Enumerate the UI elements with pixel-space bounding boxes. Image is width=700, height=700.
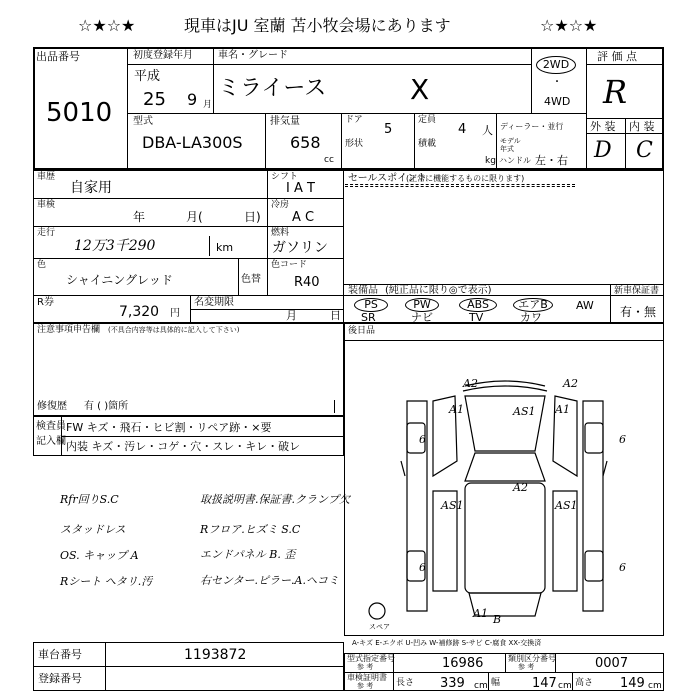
type-designation-number: 16986 xyxy=(442,656,484,671)
hw-note-right-2: Rフロア.ヒズミ S.C xyxy=(200,523,301,536)
width-value: 147 xyxy=(532,676,557,691)
notes-note: (不具合内容等は具体的に記入して下さい) xyxy=(108,326,240,334)
height-label: 高さ xyxy=(575,678,594,688)
drive-4wd: 4WD xyxy=(544,95,571,108)
inspector-row-2: 内装 キズ・汚レ・コゲ・穴・スレ・キレ・破レ xyxy=(66,440,301,453)
mark-left-fender: A1 xyxy=(449,403,464,416)
dimensions-sub: 参 考 xyxy=(357,682,374,690)
equip-ps: PS xyxy=(354,298,388,312)
mark-right-rear-wheel: 6 xyxy=(619,561,626,574)
options-label: 後日品 xyxy=(348,326,376,336)
interior-label: 内 装 xyxy=(629,120,655,133)
height-unit: cm xyxy=(648,681,662,691)
fuel-label: 燃料 xyxy=(271,228,290,238)
mark-left-door: AS1 xyxy=(441,499,464,512)
dimensions-label: 車検証明書 xyxy=(347,673,387,682)
header-title: 現車はJU 室蘭 苫小牧会場にあります xyxy=(184,16,451,35)
equip-aw: AW xyxy=(576,299,594,312)
capacity-unit: 人 xyxy=(482,124,493,137)
lot-label: 出品番号 xyxy=(36,50,80,63)
load-label: 積載 xyxy=(418,139,437,149)
color-change-label: 色替 xyxy=(241,274,261,285)
usage-value: 自家用 xyxy=(70,180,112,196)
period-month: 月 xyxy=(286,309,297,322)
length-label: 長さ xyxy=(396,678,415,688)
load-unit: kg xyxy=(485,156,496,166)
mark-left-front-wheel: 6 xyxy=(419,433,426,446)
registration-month: 9 xyxy=(187,90,198,109)
equip-tv: TV xyxy=(469,311,484,324)
exterior-score: D xyxy=(594,138,612,163)
doors-value: 5 xyxy=(384,122,393,137)
reg-number-label: 登録番号 xyxy=(38,672,82,685)
header-stars-right: ☆★☆★ xyxy=(540,16,598,35)
model-year-label: モデル 年式 xyxy=(500,137,521,153)
hw-note-right-4: 右センター.ピラー.A.ヘコミ xyxy=(200,574,339,587)
class-number-sub: 参 考 xyxy=(518,663,535,671)
inspection-month: 月( xyxy=(186,210,203,224)
fuel-value: ガソリン xyxy=(272,240,328,256)
equip-navi: ナビ xyxy=(411,311,433,324)
spare-label: スペア xyxy=(369,623,390,631)
hw-note-right-1: 取扱説明書.保証書.クランプ欠 xyxy=(200,493,350,506)
equipment-label: 装備品 xyxy=(348,285,378,296)
inspection-year: 年 xyxy=(133,210,146,224)
mark-rear-bumper: B xyxy=(493,613,502,626)
displacement-unit: cc xyxy=(324,155,334,165)
hw-note-left-3: OS. キャップ A xyxy=(60,549,139,562)
hw-note-left-2: スタッドレス xyxy=(60,523,126,536)
notes-label: 注意事項申告欄 xyxy=(37,325,101,335)
dealer-label: ディーラー・並行 xyxy=(500,122,564,131)
header-stars-left: ☆★☆★ xyxy=(78,16,136,35)
inspection-label: 車検 xyxy=(37,200,56,210)
lot-number: 5010 xyxy=(46,98,113,128)
car-damage-diagram xyxy=(345,341,663,635)
shape-label: 形状 xyxy=(345,139,364,149)
warranty-label: 新車保証書 xyxy=(614,286,660,296)
color-label: 色 xyxy=(37,260,47,270)
shift-value: I A T xyxy=(286,181,315,196)
repair-value: 有 ( )箇所 xyxy=(84,401,129,412)
inspector-row-1: FW キズ・飛石・ヒビ割・リペア跡・×要 xyxy=(66,421,272,434)
interior-score: C xyxy=(636,138,653,163)
doors-label: ドア xyxy=(345,115,363,125)
length-value: 339 xyxy=(440,676,465,691)
hw-note-left-1: Rfr回りS.C xyxy=(60,493,119,506)
equip-abs: ABS xyxy=(459,298,497,312)
chassis-label: 車台番号 xyxy=(38,648,82,661)
mileage-unit: km xyxy=(216,241,234,254)
drive-dot: ・ xyxy=(552,77,562,88)
mark-right-door: AS1 xyxy=(555,499,578,512)
equip-airbag: エアB xyxy=(513,298,553,312)
height-value: 149 xyxy=(620,676,645,691)
inspector-label-1: 検査員 xyxy=(36,421,66,432)
class-number-value: 0007 xyxy=(595,656,629,671)
mark-front-right: A2 xyxy=(563,377,578,390)
color-code-label: 色コード xyxy=(271,260,308,270)
registration-label: 初度登録年月 xyxy=(133,50,193,61)
warranty-value: 有・無 xyxy=(620,305,657,319)
exterior-label: 外 装 xyxy=(590,120,616,133)
sales-point-note: (正常に機能するものに限ります) xyxy=(406,174,525,183)
registration-era: 平成 xyxy=(134,69,161,84)
recycle-unit: 円 xyxy=(170,308,180,319)
mark-left-rear-wheel: 6 xyxy=(419,561,426,574)
aircon-label: 冷房 xyxy=(271,200,290,210)
inspector-label-2: 記入欄 xyxy=(36,436,66,447)
chassis-number: 1193872 xyxy=(184,647,247,663)
damage-legend: A-キズ E-エクボ U-凹み W-補修跡 S-サビ C-腐食 XX-交換済 xyxy=(352,639,542,647)
period-label: 名変期限 xyxy=(194,297,234,308)
car-name-label: 車名・グレード xyxy=(218,50,288,61)
registration-year: 25 xyxy=(143,89,166,110)
equip-leather: カワ xyxy=(520,311,542,324)
equipment-note: (純正品に限り◎で表示) xyxy=(385,285,492,296)
displacement-value: 658 xyxy=(290,133,321,152)
handle-label: ハンドル xyxy=(499,156,531,165)
color-code-value: R40 xyxy=(294,275,320,290)
shift-label: シフト xyxy=(271,172,299,182)
mileage-label: 走行 xyxy=(37,228,56,238)
mark-right-front-wheel: 6 xyxy=(619,433,626,446)
model-label: 型式 xyxy=(133,116,153,127)
displacement-label: 排気量 xyxy=(270,116,300,127)
class-number-label: 類別区分番号 xyxy=(508,654,556,663)
handle-value: 左・右 xyxy=(535,154,568,167)
capacity-label: 定員 xyxy=(418,115,437,125)
mark-front-left: A2 xyxy=(463,377,478,390)
width-label: 幅 xyxy=(491,678,501,688)
model-code: DBA-LA300S xyxy=(142,133,243,152)
capacity-value: 4 xyxy=(458,122,467,137)
mark-rear-left: A1 xyxy=(473,607,488,620)
color-value: シャイニングレッド xyxy=(66,273,173,287)
notes-frame xyxy=(33,323,344,416)
aircon-value: A C xyxy=(292,210,315,225)
recycle-value: 7,320 xyxy=(119,304,160,320)
width-unit: cm xyxy=(558,681,572,691)
usage-label: 車歴 xyxy=(37,172,56,182)
equip-pw: PW xyxy=(405,298,439,312)
recycle-label: R券 xyxy=(37,297,54,308)
hw-note-left-4: Rシート へタリ.汚 xyxy=(60,575,153,588)
inspection-day: 日) xyxy=(244,210,261,224)
drive-2wd-circle: 2WD xyxy=(536,56,576,74)
mileage-value: 12万3千290 xyxy=(74,238,156,254)
car-grade: X xyxy=(410,73,430,106)
mark-hood: AS1 xyxy=(513,405,536,418)
car-name: ミライース xyxy=(218,76,327,101)
hw-note-right-3: エンドパネル B. 歪 xyxy=(200,548,296,561)
mark-right-fender: A1 xyxy=(555,403,570,416)
length-unit: cm xyxy=(474,681,488,691)
type-designation-sub: 参 考 xyxy=(357,663,374,671)
type-designation-label: 型式指定番号 xyxy=(347,654,395,663)
period-day: 日 xyxy=(330,309,341,322)
eval-label: 評 価 点 xyxy=(597,50,637,63)
mark-roof: A2 xyxy=(513,481,528,494)
repair-label: 修復歴 xyxy=(37,401,67,412)
equip-sr: SR xyxy=(361,311,376,324)
registration-month-unit: 月 xyxy=(203,100,213,110)
eval-score: R xyxy=(603,73,628,111)
sales-point-label: セールスポイント xyxy=(348,173,428,184)
